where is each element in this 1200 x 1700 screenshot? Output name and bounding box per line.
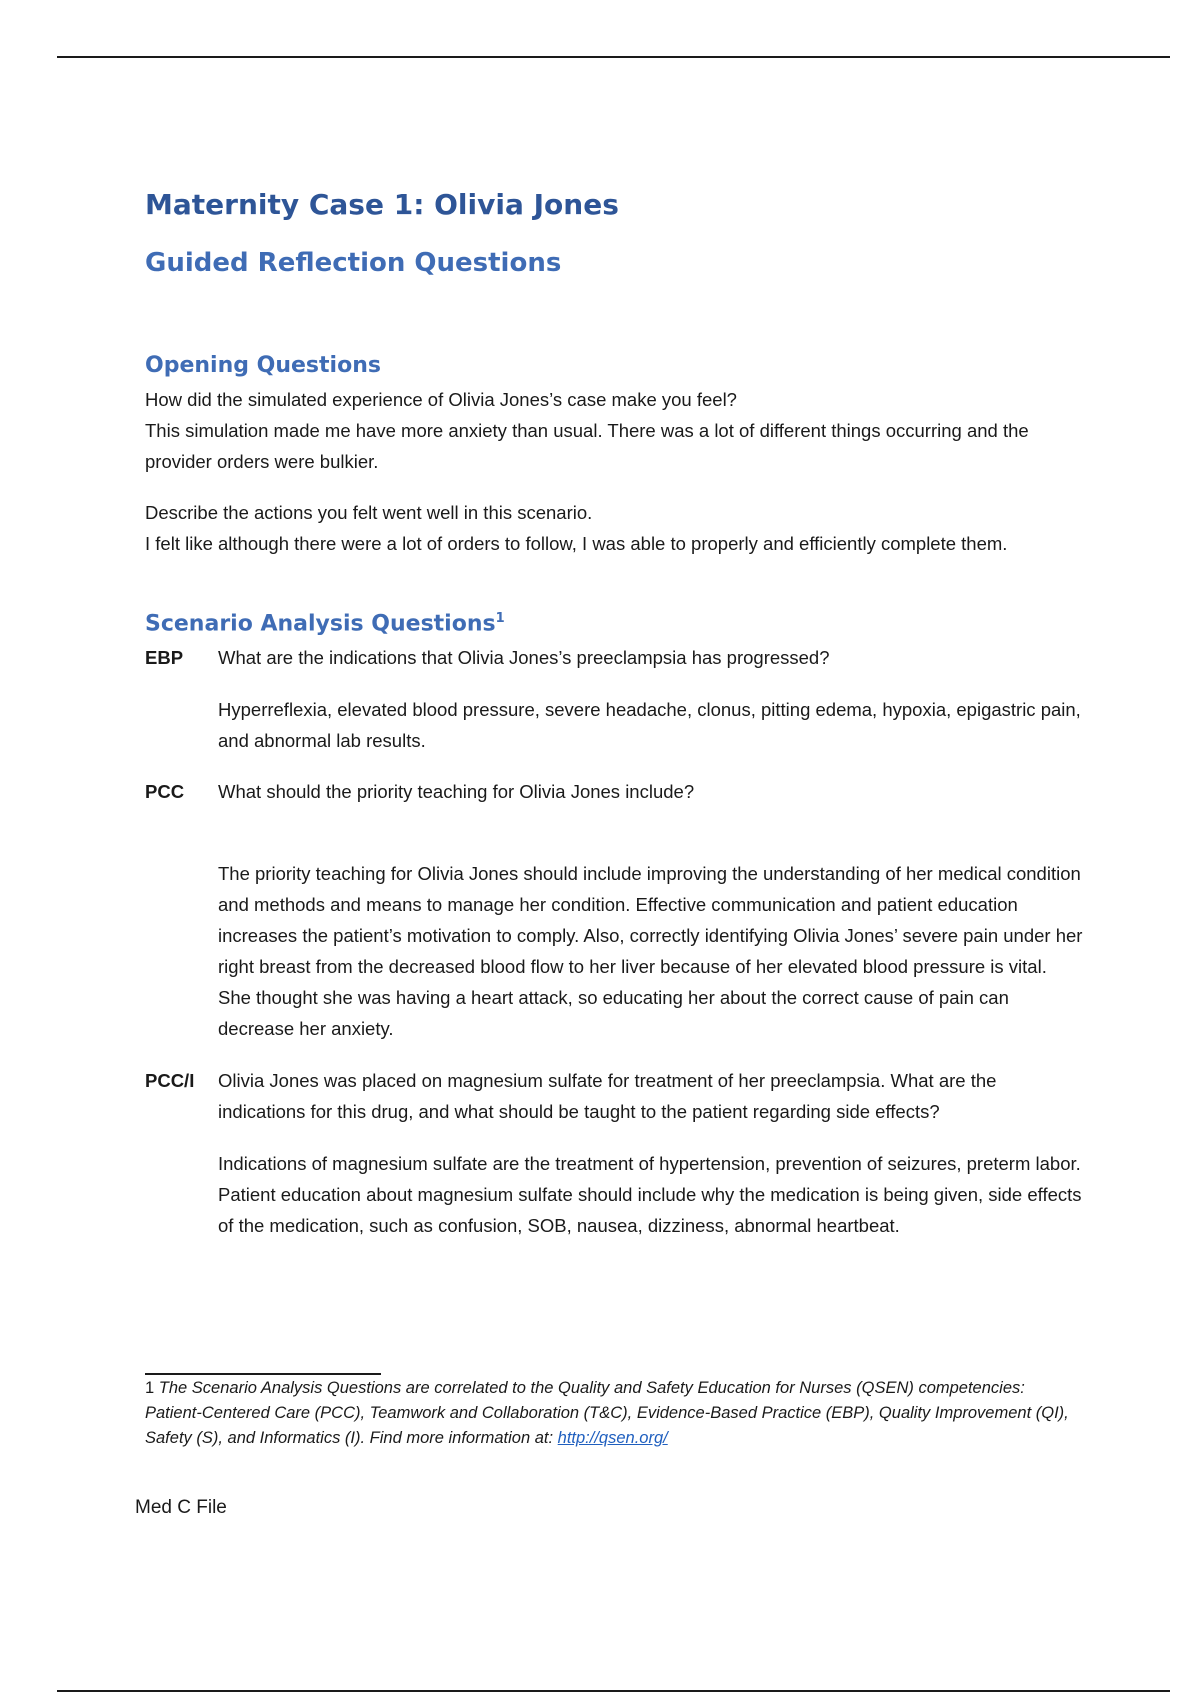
item-label-ebp: EBP bbox=[145, 647, 184, 668]
scenario-heading-text: Scenario Analysis Questions bbox=[145, 611, 496, 637]
page-footer: Med C File bbox=[135, 1497, 227, 1518]
item-label-pcc-i: PCC/I bbox=[145, 1070, 195, 1091]
document-subtitle: Guided Reflection Questions bbox=[145, 248, 562, 278]
footnote-text: The Scenario Analysis Questions are correlated to the Quality and Safety Education for Nurses (QSEN) competencies: Patient-Centered Care (PCC), Teamwork and Collaboration (T&C), Evidence-Based Practice (EBP), Quality Improvement (QI), Safety (S), and Informatics (I). Find more information at: bbox=[145, 1379, 1069, 1447]
footnote-number: 1 bbox=[145, 1379, 155, 1397]
opening-question-2: Describe the actions you felt went well in this scenario. bbox=[145, 502, 593, 523]
item-answer-pcc: The priority teaching for Olivia Jones should include improving the understanding of her medical condition and methods and means to manage her condition. Effective communication and patient education increases the patient’s motivation to comply. Also, correctly identifying Olivia Jones’ severe pain under her right breast from the decreased blood flow to her liver because of her elevated blood pressure is vital. She thought she was having a heart attack, so educating her about the correct cause of pain can decrease her anxiety. bbox=[218, 863, 1083, 1039]
item-answer-pcc-i: Indications of magnesium sulfate are the treatment of hypertension, prevention of seizures, preterm labor. Patient education about magnesium sulfate should include why the medication is being given, side effects of the medication, such as confusion, SOB, nausea, dizziness, abnormal heartbeat. bbox=[218, 1153, 1082, 1236]
scenario-analysis-heading bbox=[145, 611, 505, 636]
footnote bbox=[145, 1376, 1085, 1451]
qsen-link[interactable]: http://qsen.org/ bbox=[557, 1429, 668, 1447]
document-title: Maternity Case 1: Olivia Jones bbox=[145, 188, 619, 221]
footnote-separator bbox=[145, 1373, 381, 1375]
opening-questions-heading: Opening Questions bbox=[145, 353, 381, 378]
top-rule bbox=[57, 56, 1170, 58]
opening-answer-2: I felt like although there were a lot of orders to follow, I was able to properly and efficiently complete them. bbox=[145, 533, 1008, 554]
item-question-pcc: What should the priority teaching for Olivia Jones include? bbox=[218, 781, 695, 802]
item-label-pcc: PCC bbox=[145, 781, 185, 802]
bottom-rule bbox=[57, 1690, 1170, 1692]
footnote-reference: 1 bbox=[495, 611, 505, 626]
item-question-ebp: What are the indications that Olivia Jones’s preeclampsia has progressed? bbox=[218, 647, 830, 668]
opening-answer-1: This simulation made me have more anxiety than usual. There was a lot of different things occurring and the provider orders were bulkier. bbox=[145, 420, 1029, 472]
opening-question-1: How did the simulated experience of Olivia Jones’s case make you feel? bbox=[145, 389, 737, 410]
item-question-pcc-i: Olivia Jones was placed on magnesium sulfate for treatment of her preeclampsia. What are the indications for this drug, and what should be taught to the patient regarding side effects? bbox=[218, 1070, 997, 1122]
item-answer-ebp: Hyperreflexia, elevated blood pressure, severe headache, clonus, pitting edema, hypoxia, epigastric pain, and abnormal lab results. bbox=[218, 699, 1081, 751]
